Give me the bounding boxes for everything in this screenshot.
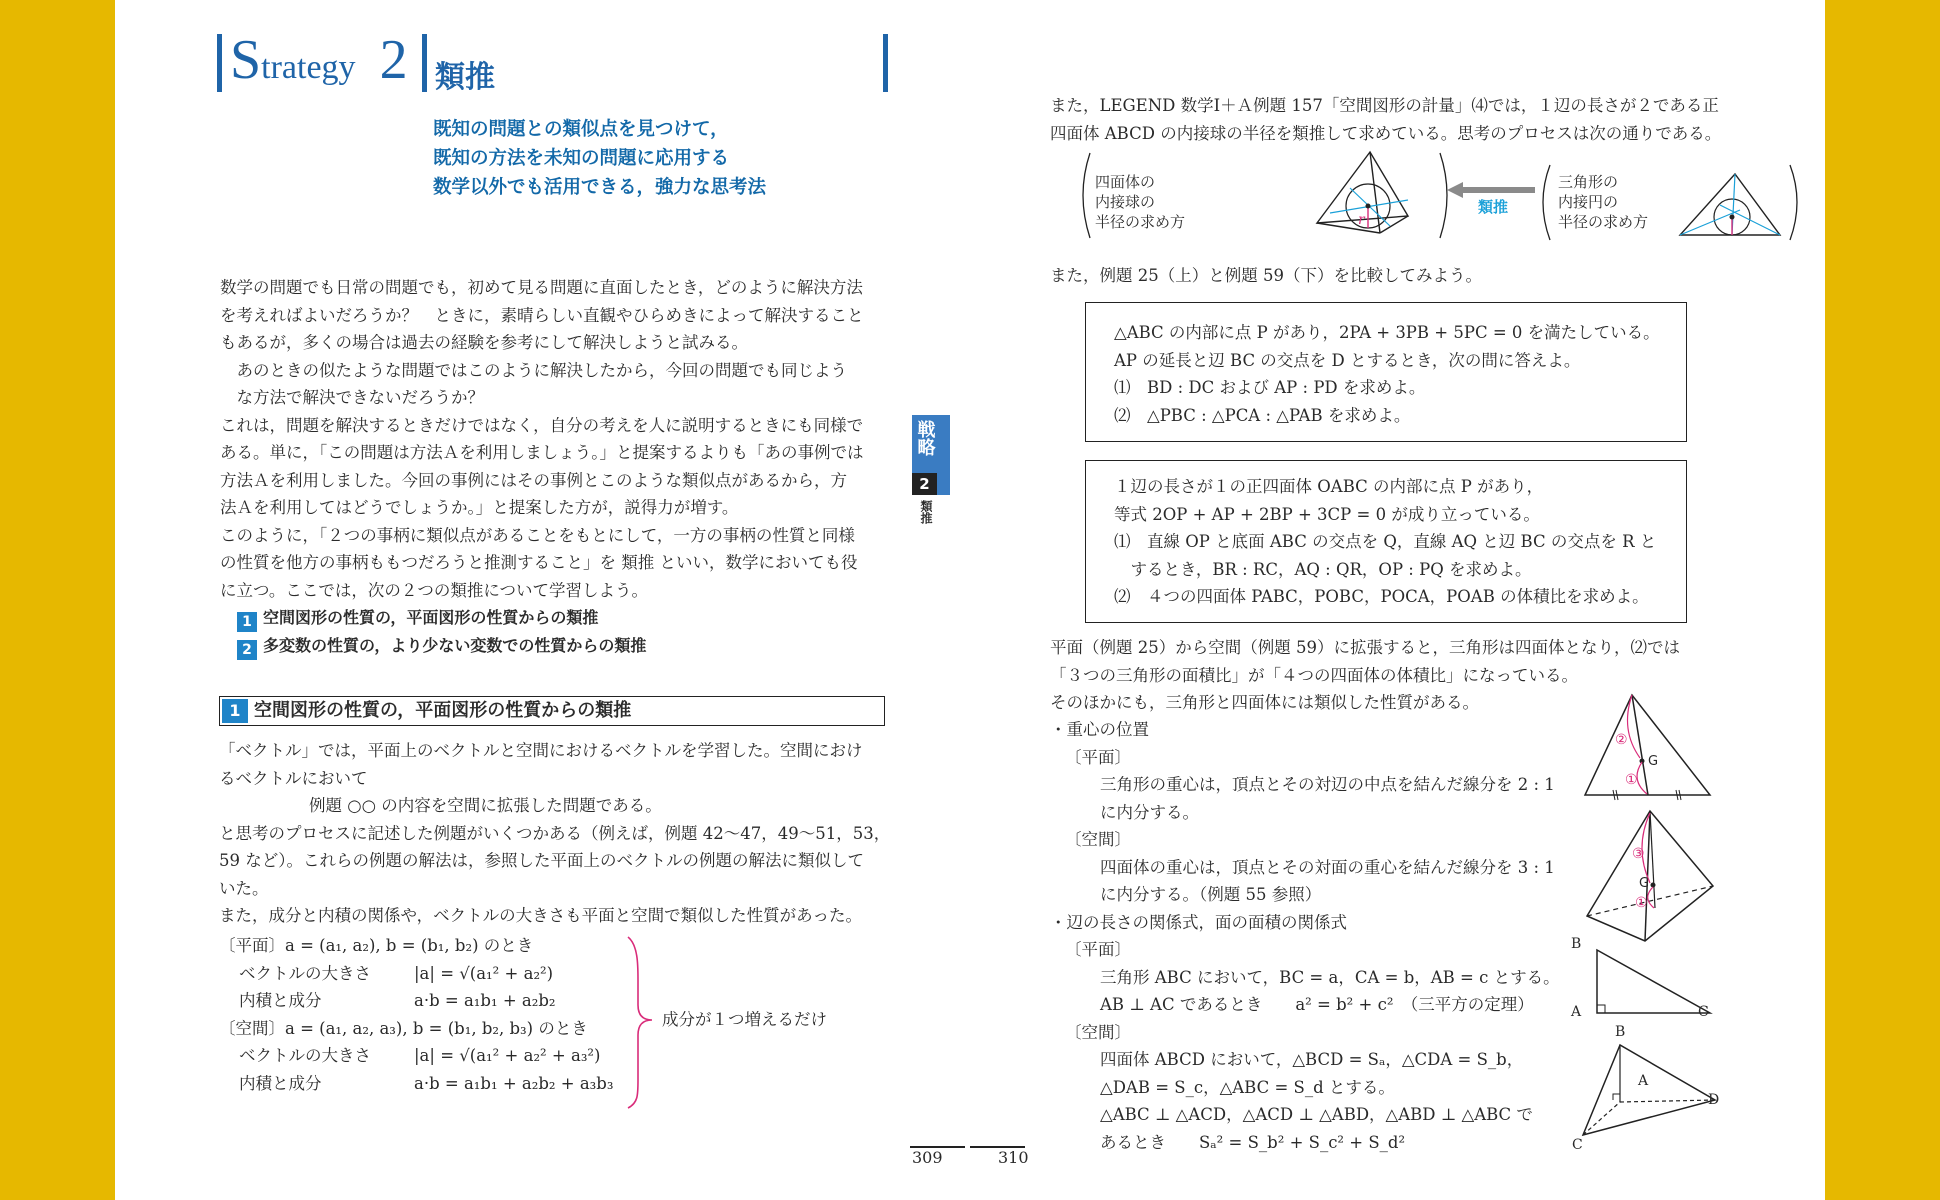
topic-number-badge: 2 [237,640,257,660]
topic-item: 1 空間図形の性質の，平面図形の性質からの類推 [237,604,646,632]
body-line: 方法Ａを利用しました。今回の事例にはその事例とこのような類似点があるから，方 [220,470,847,490]
chapter-tab-stripe [937,415,950,495]
property-heading: ・辺の長さの関係式，面の面積の関係式 [1050,912,1347,932]
ratio-label-3: ③ [1632,846,1645,862]
chapter-tab-sub: 類推 [919,500,933,524]
analogy-arrow-label: 類推 [1478,198,1509,216]
section-line: いた。 [219,878,269,898]
right-tetrahedron-figure [1575,1030,1730,1145]
book-spread [115,0,1825,1200]
section-line: また，成分と内積の関係や，ベクトルの大きさも平面と空間で類似した性質があった。 [219,906,863,925]
section-number-badge: 1 [222,699,248,723]
body-text [220,274,864,604]
property-heading: ・重心の位置 [1050,720,1149,739]
section-line: 59 など）。これらの例題の解法は，参照した平面上のベクトルの例題の解法に類似して [219,851,864,870]
pink-brace [620,935,660,1110]
box-line: ⑵ △PBC : △PCA : △PAB を求めよ。 [1114,405,1411,425]
formula-row: 〔平面〕a = (a₁, a₂), b = (b₁, b₂) のとき [219,936,534,955]
title-rule-mid [422,34,427,92]
formula-row: ベクトルの大きさ |a| = √(a₁² + a₂² + a₃²) [239,1046,601,1065]
radius-label-left: r [1358,212,1365,228]
section-line: 例題 ○○ の内容を空間に拡張した問題である。 [309,796,662,815]
triangle-centroid-figure [1570,690,1720,805]
body-line: もあるが，多くの場合は過去の経験を参考にして解決しようと試みる。 [220,333,748,352]
topic-list [237,604,646,660]
tetrahedron-insphere-figure [1080,148,1450,243]
vertex-label-C2: C [1572,1137,1583,1153]
box-line: ⑴ 直線 OP と底面 ABC の交点を Q，直線 AQ と辺 BC の交点を R と [1114,532,1657,551]
vertex-label-A2: A [1638,1073,1649,1089]
vertex-label-D: D [1708,1092,1720,1108]
chapter-tab-number: 2 [912,473,937,495]
ratio-label-1: ① [1625,772,1638,788]
right-intro-line: 四面体 ABCD の内接球の半径を類推して求めている。思考のプロセスは次の通りである。 [1050,123,1722,143]
chapter-tab: 戦略 [912,415,937,473]
centroid-label-triangle: G [1648,754,1659,769]
title-rule-left [217,34,222,92]
topic-item: 2 多変数の性質の，より少ない変数での性質からの類推 [237,632,646,660]
topic-number-badge: 1 [237,612,257,632]
after-line: 「３つの三角形の面積比」が「４つの四面体の体積比」になっている。 [1050,665,1578,685]
body-line: あのときの似たような問題ではこのように解決したから，今回の問題でも同じよう [220,360,847,380]
body-line: ある。単に，「この問題は方法Ａを利用しましょう。」と提案するよりも「あの事例では [220,443,864,462]
page-number-right: 310 [998,1148,1029,1167]
analogy-left-label: 四面体の 内接球の 半径の求め方 [1095,173,1186,231]
box-line: △ABC の内部に点 P があり，2PA + 3PB + 5PC = 0 を満たしている。 [1114,323,1660,342]
title-rule-right [883,34,888,92]
after-line: 平面（例題 25）から空間（例題 59）に拡張すると，三角形は四面体となり，⑵では [1050,638,1680,657]
vertex-label-B: B [1571,936,1582,952]
right-intro-line: また，LEGEND 数学Ⅰ＋Ａ例題 157「空間図形の計量」⑷では，１辺の長さが２である正 [1050,96,1719,115]
formula-row: 内積と成分 a·b = a₁b₁ + a₂b₂ [239,991,556,1010]
vertex-label-B2: B [1615,1024,1626,1040]
body-line: このように，「２つの事柄に類似点があることをもとにして，一方の事柄の性質と同様 [220,525,855,545]
intro-line: 既知の方法を未知の問題に応用する [433,148,730,169]
page-subtitle: 類推 [435,60,495,95]
box-line: 等式 2OP + AP + 2BP + 3CP = 0 が成り立っている。 [1114,504,1540,524]
brace-note: 成分が１つ増えるだけ [662,1010,827,1029]
body-line: これは，問題を解決するときだけではなく，自分の考えを人に説明するときにも同様で [220,415,864,435]
centroid-label-tetra: G [1639,876,1650,891]
body-line: を考えればよいだろうか？ ときに，素晴らしい直観やひらめきによって解決すること [220,305,864,325]
formula-row: ベクトルの大きさ |a| = √(a₁² + a₂²) [239,963,554,983]
tetrahedron-centroid-figure [1570,808,1730,948]
right-intro [1050,92,1721,147]
page-number-left: 309 [912,1148,943,1167]
ratio-label-2: ② [1615,732,1628,748]
body-line: な方法で解決できないだろうか？ [220,388,484,407]
box-line: するとき，BR : RC，AQ : QR，OP : PQ を求めよ。 [1114,559,1532,579]
box-line: １辺の長さが１の正四面体 OABC の内部に点 P があり， [1114,477,1544,496]
section-heading: 1 空間図形の性質の，平面図形の性質からの類推 [219,696,885,726]
example-25-box [1085,302,1687,442]
analogy-right-label: 三角形の 内接円の 半径の求め方 [1558,173,1649,231]
properties-list: ・重心の位置 〔平面〕 三角形の重心は，頂点とその対辺の中点を結んだ線分を 2 : 1 に内分する。 〔空間〕 四面体の重心は，頂点とその対面の重心を結んだ線分を 3 : 1 に内分する。（例題 55 参照） ・辺の長さの関係式，面の面積の関係式 〔平面〕 三角形 ABC において，BC = a，CA = b，AB = c とする。 AB ⊥ AC であるとき a² = b² + c² （三平方の定理） 〔空間〕 四面体 ABCD において，△BCD = Sₐ，△CDA = S_b， △DAB = S_c，△ABC = S_d とする。 △ABC ⊥ △ACD，△ACD ⊥ △ABD，△ABD ⊥ △ABC で あるとき Sₐ² = S_b² + S_c² + S_d² [1050,716,1560,1156]
intro-block [433,115,766,202]
body-line: の性質を他方の事柄ももつだろうと推測すること」を 類推 といい，数学においても役 [220,553,858,572]
body-line: 数学の問題でも日常の問題でも，初めて見る問題に直面したとき，どのように解決方法 [220,278,863,297]
vertex-label-A: A [1571,1004,1582,1020]
after-line: そのほかにも，三角形と四面体には類似した性質がある。 [1050,693,1479,712]
intro-line: 既知の問題との類似点を見つけて， [433,119,729,140]
box-line: ⑵ ４つの四面体 PABC，POBC，POCA，POAB の体積比を求めよ。 [1114,587,1649,606]
section-line: と思考のプロセスに記述した例題がいくつかある（例えば，例題 42〜47，49〜51，53， [219,823,891,843]
vertex-label-C: C [1698,1004,1709,1020]
compare-line: また，例題 25（上）と例題 59（下）を比較してみよう。 [1050,266,1482,285]
body-line: に立つ。ここでは，次の２つの類推について学習しよう。 [220,580,649,600]
formula-row: 内積と成分 a·b = a₁b₁ + a₂b₂ + a₃b₃ [239,1073,614,1093]
example-59-box [1085,460,1687,623]
triangle-incircle-figure [1540,160,1800,245]
box-line: AP の延長と辺 BC の交点を D とするとき，次の問に答えよ。 [1114,350,1581,370]
box-line: ⑴ BD : DC および AP : PD を求めよ。 [1114,378,1426,397]
page-title: Strategy 2 [230,29,408,91]
formula-block [219,932,613,1097]
formula-row: 〔空間〕a = (a₁, a₂, a₃), b = (b₁, b₂, b₃) のとき [219,1018,588,1038]
section-line: るベクトルにおいて [219,768,368,788]
body-line: 法Ａを利用してはどうでしょうか。」と提案した方が，説得力が増す。 [220,498,739,517]
intro-line: 数学以外でも活用できる，強力な思考法 [433,177,767,198]
section-line: 「ベクトル」では，平面上のベクトルと空間におけるベクトルを学習した。空間におけ [219,741,863,760]
section-text [219,737,890,930]
ratio-label-1b: ① [1635,895,1648,911]
